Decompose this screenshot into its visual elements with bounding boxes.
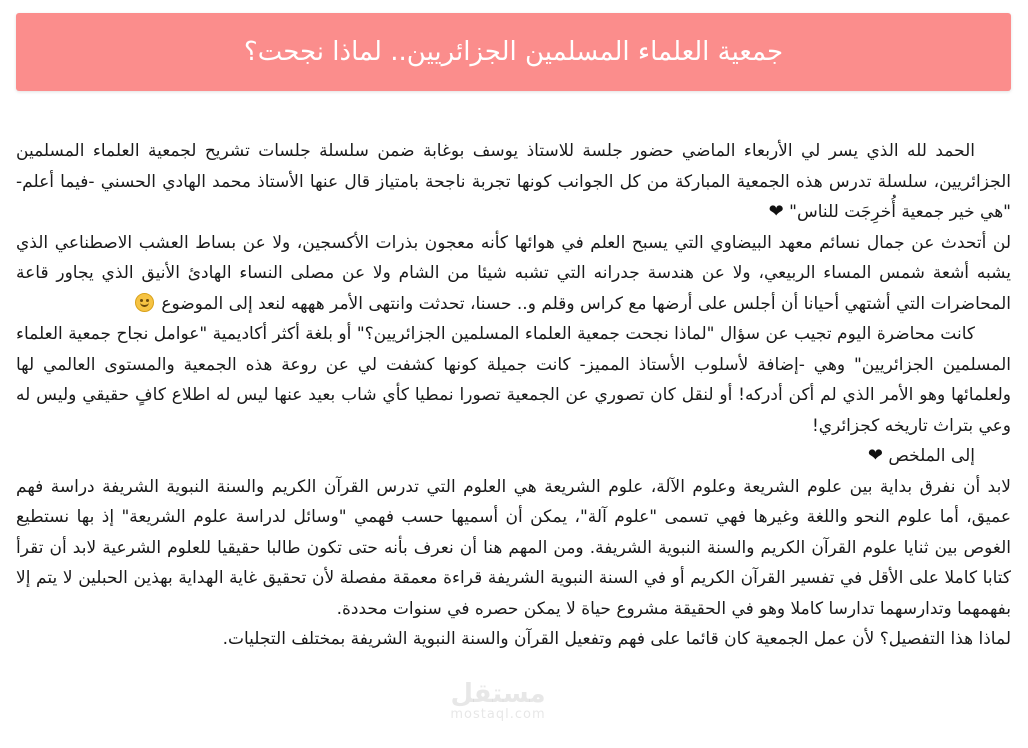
paragraph-lecture [16,319,1011,441]
paragraph-sciences-text: لابد أن نفرق بداية بين علوم الشريعة وعلوم الآلة، علوم الشريعة هي العلوم التي تدرس القرآن الكريم والسنة النبوية الشريفة دراسة فهم عميق، أما علوم النحو واللغة وغيرها فهي تسمى "علوم آلة"، يمكن أن أسميها حسب فهمي "وسائل لدراسة علوم الشريعة" إذ بها نستطيع الغوص بين ثنايا علوم القرآن الكريم والسنة النبوية الشريفة. ومن المهم هنا أن نعرف بأنه حتى تكون طالبا حقيقيا للعلوم الشرعية لابد أن تقرأ كتابا كاملا على الأقل في تفسير القرآن الكريم أو في السنة النبوية الشريفة قراءة معمقة مفصلة لأن تحقيق غاية الهداية بهذين الحبلين لا يتم إلا بفهمهما وتدارسهما تدارسا كاملا وهو في الحقيقة مشروع حياة لا يمكن حصره في سنوات محددة. [16,476,1011,619]
page-title: جمعية العلماء المسلمين الجزائريين.. لماذا نجحت؟ [243,37,784,67]
smiling-face-icon [135,293,154,312]
watermark-latin: mostaql.com [450,707,546,722]
black-heart-icon: ❤ [768,201,784,222]
watermark-arabic: مستقل [450,679,546,709]
paragraph-why-text: لماذا هذا التفصيل؟ لأن عمل الجمعية كان قائما على فهم وتفعيل القرآن والسنة النبوية الشريفة بمختلف التجليات. [222,629,1011,649]
paragraph-venue-text: لن أتحدث عن جمال نسائم معهد البيضاوي التي يسبح العلم في هوائها كأنه معجون بذرات الأكسجين، ولا عن بساط العشب الاصطناعي الذي يشبه أشعة شمس المساء الربيعي، ولا عن هندسة جدرانه التي تشبه شيئا من الشام ولا عن مصلى النساء الهادئ الأنيق الذي يجاور قاعة المحاضرات التي أشتهي أحيانا أن أجلس على أرضها مع كراس وقلم و.. حسنا، تحدثت وانتهى الأمر هههه لنعد إلى الموضوع [16,232,1011,314]
article-body [16,136,1011,655]
paragraph-lecture-text: كانت محاضرة اليوم تجيب عن سؤال "لماذا نجحت جمعية العلماء المسلمين الجزائريين؟" أو بلغة أكثر أكاديمية "عوامل نجاح جمعية العلماء المسلمين الجزائريين" وهي -إضافة لأسلوب الأستاذ المميز- كانت جميلة كونها كشفت لي عن روعة هذه الجمعية والمستوى العالمي لها ولعلمائها وهو الأمر الذي لم أكن أدركه! أو لنقل كان تصوري عن الجمعية تصورا نمطيا كأي شاب بعيد عنها ليس له اطلاع كافٍ حقيقي وليس له وعي بتراث تاريخه كجزائري! [16,324,1011,436]
paragraph-intro-text: الحمد لله الذي يسر لي الأربعاء الماضي حضور جلسة للاستاذ يوسف بوغابة ضمن سلسلة جلسات تشريح لجمعية العلماء المسلمين الجزائريين، سلسلة تدرس هذه الجمعية المباركة من كل الجوانب كونها تجربة ناجحة بامتياز قال عنها الأستاذ محمد الهادي الحسني -فيما أعلم- "هي خير جمعية أُخرِجَت للناس" [16,141,1011,222]
mostaql-watermark [448,680,548,722]
paragraph-summary-heading [16,441,1011,472]
paragraph-intro [16,136,1011,228]
paragraph-sciences [16,472,1011,625]
title-banner [16,13,1011,91]
paragraph-why [16,624,1011,655]
black-heart-icon: ❤ [867,445,883,466]
paragraph-venue [16,228,1011,320]
summary-heading-text: إلى الملخص [888,446,975,466]
